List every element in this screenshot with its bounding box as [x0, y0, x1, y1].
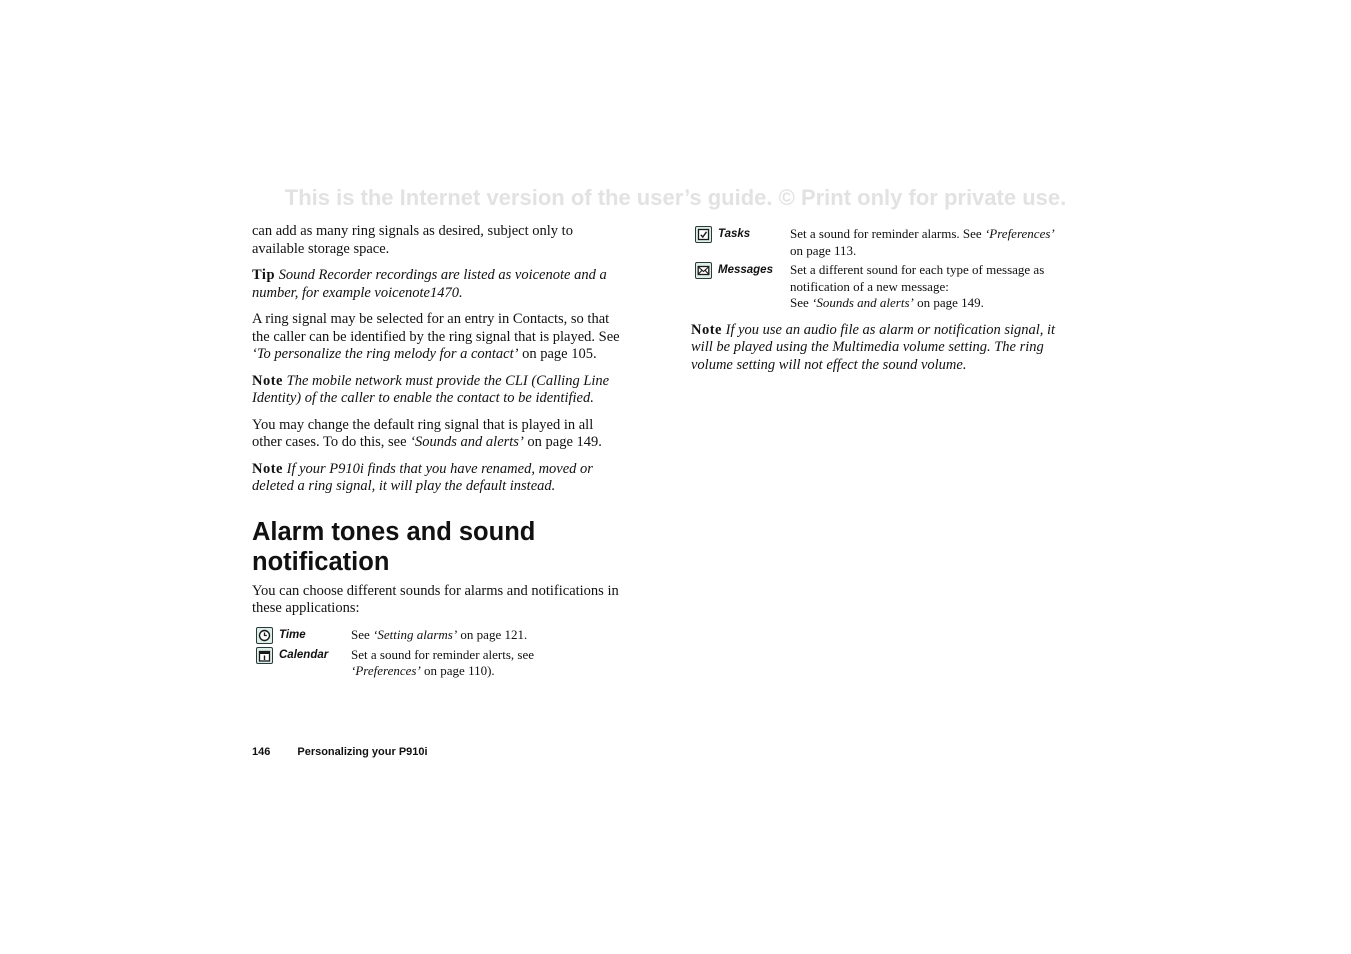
tip-text: Sound Recorder recordings are listed as voicenote and a number, for example voicenote1470. — [252, 267, 607, 301]
app-description — [351, 627, 607, 644]
app-list — [252, 627, 624, 680]
note — [252, 461, 624, 496]
note-text: If your P910i finds that you have renamed, moved or deleted a ring signal, it will play the default instead. — [252, 460, 593, 494]
app-description — [351, 647, 607, 680]
note-label: Note — [252, 372, 283, 389]
app-name: Tasks — [718, 228, 751, 240]
watermark: This is the Internet version of the user’s guide. © Print only for private use. — [284, 185, 1067, 210]
text: on page 113. — [790, 242, 857, 258]
text: Set a sound for reminder alarms. See — [790, 226, 985, 241]
left-column — [252, 223, 624, 683]
list-item — [691, 262, 1059, 312]
list-item — [252, 647, 624, 680]
list-item — [691, 226, 1059, 259]
note-label: Note — [252, 460, 283, 477]
note — [252, 373, 624, 408]
text: on page 121. — [457, 626, 528, 642]
section-title: Personalizing your P910i — [297, 746, 428, 758]
paragraph: You can choose different sounds for alarms and notifications in these applications: — [252, 582, 619, 616]
tasks-icon — [695, 226, 712, 243]
tip-label: Tip — [252, 267, 276, 283]
text: You may change the default ring signal that is played in all other cases. To do this, see — [252, 416, 594, 450]
messages-icon — [695, 262, 712, 279]
text: See — [790, 295, 813, 310]
note-label: Note — [691, 321, 722, 338]
tip — [252, 267, 624, 302]
paragraph — [252, 311, 624, 364]
text: on page 105. — [518, 346, 597, 362]
text: on page 149. — [523, 434, 602, 450]
section-heading: Alarm tones and sound notification — [252, 517, 536, 576]
note-text: The mobile network must provide the CLI (Calling Line Identity) of the caller to enable the contact to be identified. — [252, 372, 610, 406]
cross-reference: ‘Sounds and alerts’ — [812, 295, 914, 310]
right-column — [691, 226, 1059, 383]
note-text: If you use an audio file as alarm or notification signal, it will be played using the Multimedia volume setting. The ring volume setting will not effect the sound volume. — [691, 321, 1056, 373]
cross-reference: ‘Setting alarms’ — [373, 626, 458, 642]
clock-icon — [256, 627, 273, 644]
text: on page 110). — [420, 663, 495, 678]
cross-reference: ‘Preferences’ — [984, 226, 1055, 241]
app-list — [691, 226, 1059, 312]
text: See — [351, 626, 374, 642]
cross-reference: ‘Preferences’ — [351, 663, 421, 678]
paragraph — [252, 417, 624, 452]
calendar-icon — [256, 647, 273, 664]
cross-reference: ‘To personalize the ring melody for a contact’ — [252, 346, 519, 362]
app-name: Time — [279, 628, 306, 641]
cross-reference: ‘Sounds and alerts’ — [410, 434, 524, 450]
list-item — [252, 627, 624, 644]
text: Set a sound for reminder alerts, see — [351, 646, 535, 662]
text: Set a different sound for each type of message as notification of a new message: — [790, 262, 1045, 294]
note — [691, 322, 1059, 375]
text: A ring signal may be selected for an entry in Contacts, so that the caller can be identified by the ring signal that is played. See — [252, 311, 620, 345]
paragraph: can add as many ring signals as desired, subject only to available storage space. — [252, 223, 573, 257]
app-name: Calendar — [279, 648, 329, 661]
page-number: 146 — [252, 746, 271, 758]
page-footer — [252, 746, 428, 758]
app-description — [790, 262, 1058, 312]
text: on page 149. — [913, 295, 984, 310]
app-name: Messages — [718, 264, 773, 276]
app-description — [790, 226, 1058, 259]
